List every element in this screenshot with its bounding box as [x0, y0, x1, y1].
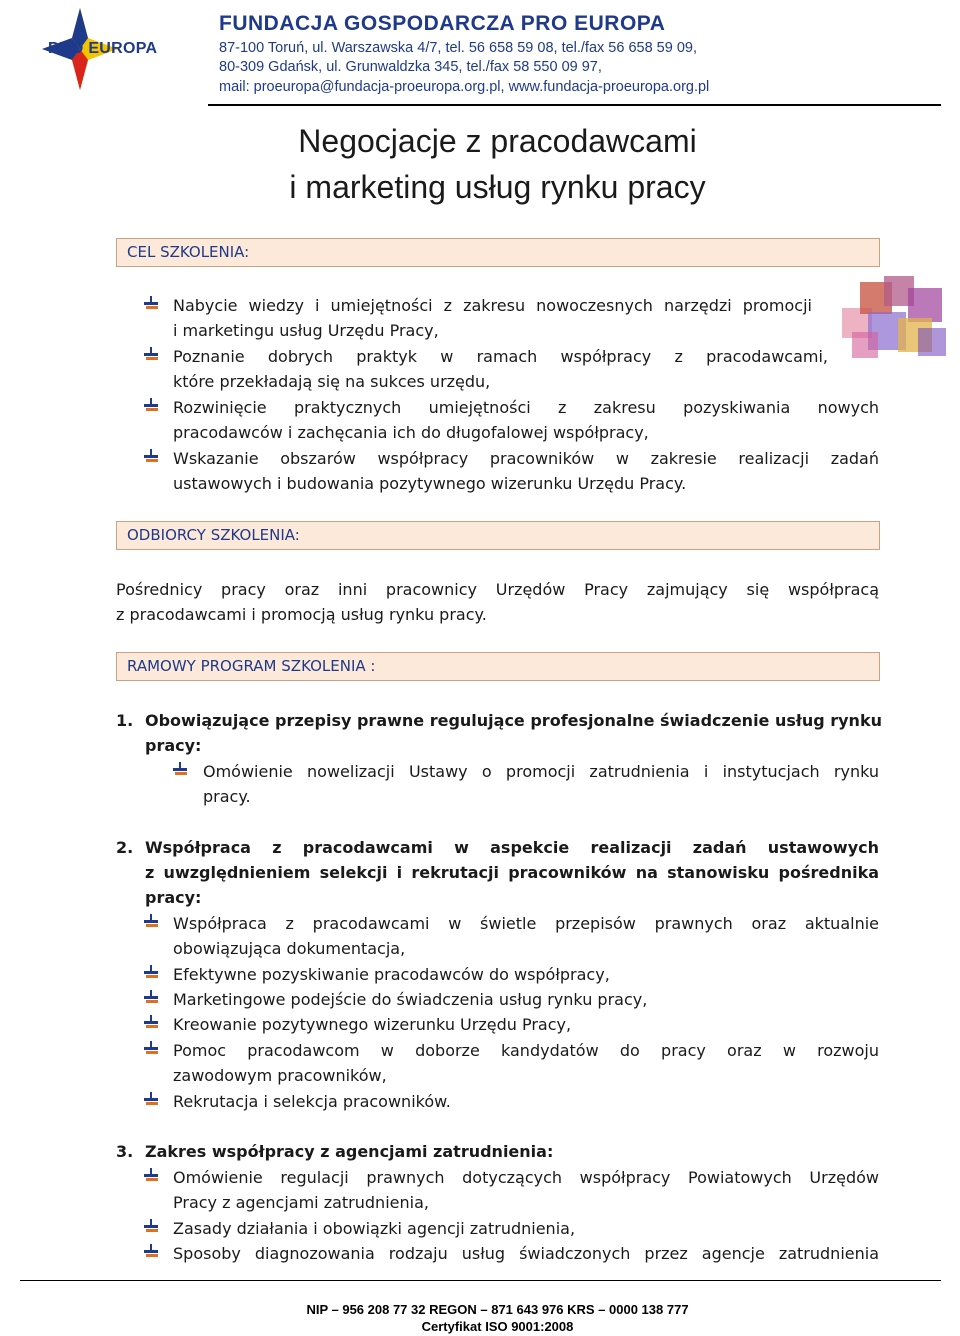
address-line-torun: 87-100 Toruń, ul. Warszawska 4/7, tel. 56 658 59 08, tel./fax 56 658 59 09, — [219, 40, 697, 56]
document-title-line-2: i marketing usług rynku pracy — [289, 169, 706, 205]
bullet-icon — [144, 1244, 158, 1258]
program-section-1-title-line-2: pracy: — [145, 736, 202, 755]
bullet-icon — [144, 965, 158, 979]
program-3-item-1-line-2: Pracy z agencjami zatrudnienia, — [173, 1193, 429, 1212]
program-3-item-2: Zasady działania i obowiązki agencji zatrudnienia, — [173, 1219, 576, 1238]
document-title-line-1: Negocjacje z pracodawcami — [298, 123, 697, 159]
contact-line: mail: proeuropa@fundacja-proeuropa.org.pl, www.fundacja-proeuropa.org.pl — [219, 79, 710, 95]
bullet-icon — [144, 990, 158, 1004]
program-section-3-title: Zakres współpracy z agencjami zatrudnienia: — [145, 1142, 554, 1161]
section-heading-program: RAMOWY PROGRAM SZKOLENIA : — [116, 652, 880, 681]
bullet-icon — [144, 347, 158, 361]
program-section-1-title-line-1: Obowiązujące przepisy prawne regulujące profesjonalne świadczenie usług rynku — [145, 711, 882, 730]
odbiorcy-text-line-2: z pracodawcami i promocją usług rynku pracy. — [116, 605, 487, 624]
program-2-item-1-line-2: obowiązująca dokumentacja, — [173, 939, 406, 958]
cel-item-2-line-2: które przekładają się na sukces urzędu, — [173, 372, 491, 391]
cel-item-4-line-1: Wskazanie obszarów współpracy pracowników w zakresie realizacji zadań — [173, 449, 879, 468]
program-section-2-title-line-1: Współpraca z pracodawcami w aspekcie realizacji zadań ustawowych — [145, 838, 879, 857]
program-2-item-1-line-1: Współpraca z pracodawcami w świetle przepisów prawnych oraz aktualnie — [173, 914, 879, 933]
cel-item-3-line-2: pracodawców i zachęcania ich do długofalowej współpracy, — [173, 423, 649, 442]
organization-name: FUNDACJA GOSPODARCZA PRO EUROPA — [219, 12, 666, 35]
cel-item-4-line-2: ustawowych i budowania pozytywnego wizerunku Urzędu Pracy. — [173, 474, 687, 493]
program-section-number: 3. — [116, 1142, 134, 1161]
program-2-item-6: Rekrutacja i selekcja pracowników. — [173, 1092, 451, 1111]
header-divider — [208, 104, 941, 106]
program-2-item-3: Marketingowe podejście do świadczenia usług rynku pracy, — [173, 990, 648, 1009]
logo-text: PRO EUROPA — [48, 40, 158, 57]
section-heading-odbiorcy: ODBIORCY SZKOLENIA: — [116, 521, 880, 550]
footer-certificate: Certyfikat ISO 9001:2008 — [421, 1319, 574, 1334]
bullet-icon — [144, 914, 158, 928]
program-3-item-1-line-1: Omówienie regulacji prawnych dotyczących współpracy Powiatowych Urzędów — [173, 1168, 879, 1187]
bullet-icon — [144, 1168, 158, 1182]
section-heading-cel: CEL SZKOLENIA: — [116, 238, 880, 267]
footer-registration-numbers: NIP – 956 208 77 32 REGON – 871 643 976 KRS – 0000 138 777 — [306, 1302, 689, 1317]
bullet-icon — [144, 398, 158, 412]
address-line-gdansk: 80-309 Gdańsk, ul. Grunwaldzka 345, tel./fax 58 550 09 97, — [219, 59, 602, 75]
bullet-icon — [144, 1092, 158, 1106]
program-2-item-2: Efektywne pozyskiwanie pracodawców do współpracy, — [173, 965, 610, 984]
bullet-icon — [144, 1041, 158, 1055]
program-2-item-4: Kreowanie pozytywnego wizerunku Urzędu Pracy, — [173, 1015, 572, 1034]
footer-divider — [20, 1280, 941, 1281]
program-3-item-3: Sposoby diagnozowania rodzaju usług świadczonych przez agencje zatrudnienia — [173, 1244, 879, 1263]
program-section-2-title-line-2: z uwzględnieniem selekcji i rekrutacji pracowników na stanowisku pośrednika — [145, 863, 879, 882]
program-2-item-5-line-1: Pomoc pracodawcom w doborze kandydatów do pracy oraz w rozwoju — [173, 1041, 879, 1060]
program-2-item-5-line-2: zawodowym pracowników, — [173, 1066, 387, 1085]
odbiorcy-text-line-1: Pośrednicy pracy oraz inni pracownicy Urzędów Pracy zajmujący się współpracą — [116, 580, 879, 599]
program-section-number: 2. — [116, 838, 134, 857]
bullet-icon — [173, 762, 187, 776]
program-1-item-1-line-2: pracy. — [203, 787, 251, 806]
bullet-icon — [144, 1219, 158, 1233]
bullet-icon — [144, 296, 158, 310]
cel-item-1-line-1: Nabycie wiedzy i umiejętności z zakresu nowoczesnych narzędzi promocji — [173, 296, 812, 315]
program-1-item-1-line-1: Omówienie nowelizacji Ustawy o promocji zatrudnienia i instytucjach rynku — [203, 762, 879, 781]
program-section-2-title-line-3: pracy: — [145, 888, 202, 907]
cel-item-2-line-1: Poznanie dobrych praktyk w ramach współpracy z pracodawcami, — [173, 347, 828, 366]
cel-item-1-line-2: i marketingu usług Urzędu Pracy, — [173, 321, 439, 340]
bullet-icon — [144, 449, 158, 463]
program-section-number: 1. — [116, 711, 134, 730]
cel-item-3-line-1: Rozwinięcie praktycznych umiejętności z zakresu pozyskiwania nowych — [173, 398, 879, 417]
overlapping-squares-graphic — [838, 272, 954, 368]
bullet-icon — [144, 1015, 158, 1029]
